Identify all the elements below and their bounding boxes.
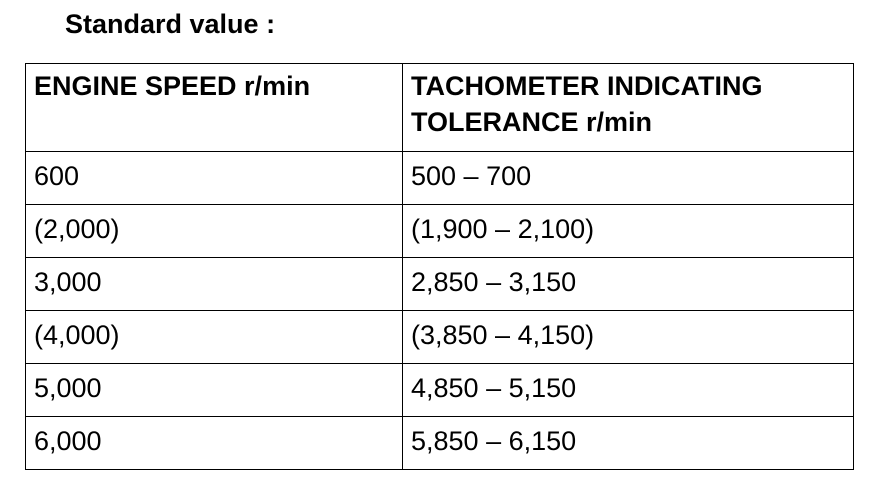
table-header-row <box>26 64 854 152</box>
tachometer-tolerance-column-header: TACHOMETER INDICATING TOLERANCE r/min <box>403 64 854 152</box>
tolerance-cell: (3,850 – 4,150) <box>403 311 854 364</box>
engine-speed-column-header: ENGINE SPEED r/min <box>26 64 403 152</box>
engine-speed-cell: (2,000) <box>26 205 403 258</box>
table-row <box>26 417 854 470</box>
table-row <box>26 311 854 364</box>
standard-value-heading: Standard value : <box>65 9 276 39</box>
table-row <box>26 205 854 258</box>
table-row <box>26 364 854 417</box>
engine-speed-cell: 5,000 <box>26 364 403 417</box>
table-row <box>26 258 854 311</box>
engine-speed-cell: 600 <box>26 152 403 205</box>
table-row <box>26 152 854 205</box>
tachometer-tolerance-table <box>25 63 854 470</box>
tolerance-cell: 2,850 – 3,150 <box>403 258 854 311</box>
tolerance-cell: 4,850 – 5,150 <box>403 364 854 417</box>
tolerance-cell: 500 – 700 <box>403 152 854 205</box>
tolerance-cell: (1,900 – 2,100) <box>403 205 854 258</box>
engine-speed-cell: 3,000 <box>26 258 403 311</box>
engine-speed-cell: (4,000) <box>26 311 403 364</box>
tolerance-cell: 5,850 – 6,150 <box>403 417 854 470</box>
engine-speed-cell: 6,000 <box>26 417 403 470</box>
